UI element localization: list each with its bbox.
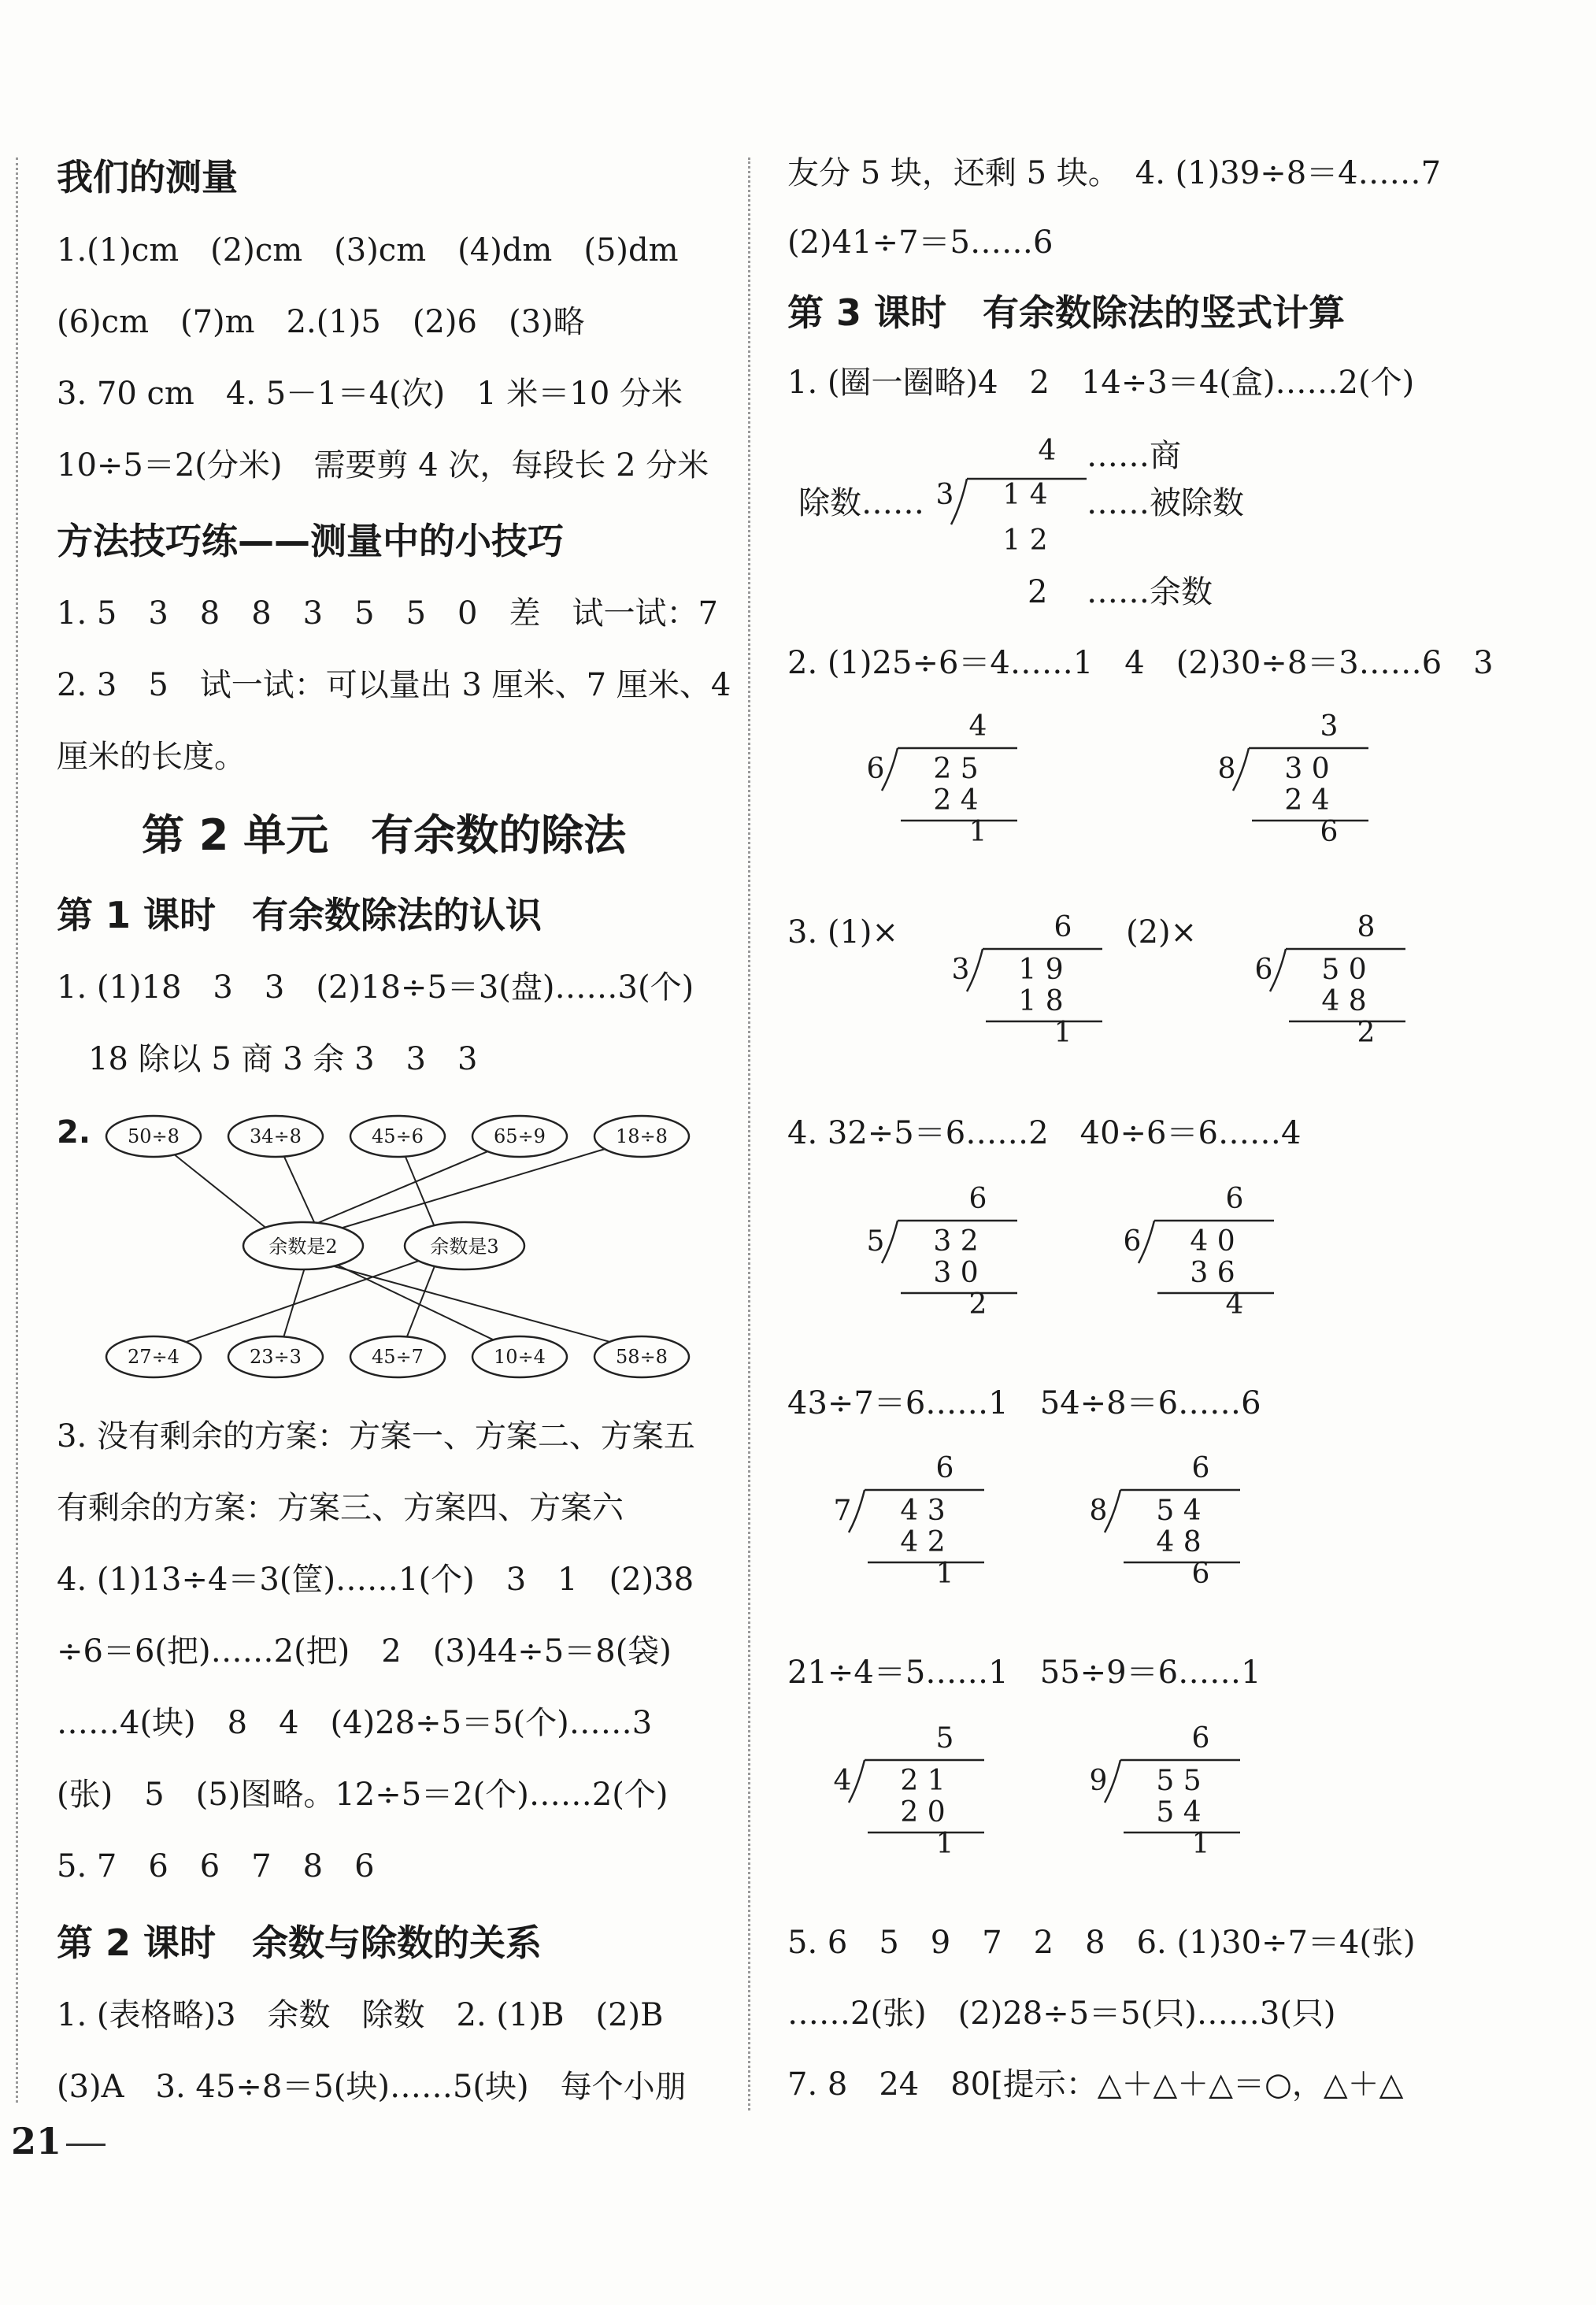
remainder-matching-diagram	[98, 1106, 705, 1390]
division-dividend: 1 9	[1018, 954, 1064, 986]
division-product: 1 8	[1018, 985, 1064, 1017]
division-product: 1 2	[1002, 524, 1048, 557]
labelled-long-division	[929, 432, 1094, 565]
match-line	[311, 1260, 642, 1351]
division-dividend: 3 2	[933, 1225, 979, 1258]
lesson1-answer-2-number: 2.	[57, 1114, 91, 1151]
division-quotient: 8	[1357, 911, 1376, 943]
division-quotient: 3	[1320, 710, 1339, 743]
lesson3-answer-3-part1: 3. (1)×	[787, 914, 899, 951]
division-quotient: 6	[1225, 1183, 1244, 1215]
lesson1-answer-4d: (张) 5 (5)图略。12÷5＝2(个)……2(个)	[57, 1777, 668, 1813]
division-divisor: 4	[833, 1765, 852, 1797]
division-quotient: 5	[935, 1722, 954, 1755]
lesson1-answer-1b: 18 除以 5 商 3 余 3 3 3	[88, 1041, 478, 1077]
measure-answer-line-2: (6)cm (7)m 2.(1)5 (2)6 (3)略	[57, 304, 585, 340]
lesson3-answer-1: 1. (圈一圈略)4 2 14÷3＝4(盒)……2(个)	[787, 365, 1415, 401]
lesson3-answer-3-part2: (2)×	[1126, 914, 1198, 951]
measure-answer-line-1: 1.(1)cm (2)cm (3)cm (4)dm (5)dm	[57, 232, 679, 269]
lesson2-answer-continued-2: (2)41÷7＝5……6	[787, 224, 1054, 261]
top-expression: 34÷8	[250, 1125, 302, 1147]
measure-answer-line-4: 10÷5＝2(分米) 需要剪 4 次，每段长 2 分米	[57, 447, 709, 484]
match-line	[327, 1260, 516, 1351]
long-division	[1083, 1451, 1248, 1584]
division-product: 5 4	[1156, 1796, 1202, 1829]
division-divisor: 9	[1089, 1765, 1108, 1797]
method-answer-line-3: 厘米的长度。	[57, 739, 246, 775]
division-product: 2 0	[900, 1796, 946, 1829]
division-dividend: 5 5	[1156, 1765, 1202, 1797]
division-remainder: 1	[968, 816, 987, 843]
division-product: 3 0	[933, 1257, 979, 1289]
division-quotient: 6	[935, 1452, 954, 1484]
lesson3-answer-5-6: 5. 6 5 9 7 2 8 6. (1)30÷7＝4(张)	[787, 1925, 1416, 1961]
remainder-label: ……余数	[1087, 574, 1213, 610]
top-expression: 45÷6	[372, 1125, 424, 1147]
long-division	[827, 1721, 992, 1855]
lesson3-answer-7: 7. 8 24 80[提示：△＋△＋△＝○，△＋△	[787, 2066, 1404, 2103]
division-divisor: 6	[1123, 1225, 1142, 1258]
lesson1-answer-4c: ……4(块) 8 4 (4)28÷5＝5(个)……3	[57, 1705, 653, 1741]
division-dividend: 5 0	[1321, 954, 1367, 986]
division-quotient: 6	[968, 1183, 987, 1215]
division-divisor: 5	[866, 1225, 885, 1258]
division-remainder: 2	[968, 1288, 987, 1315]
long-division	[1211, 709, 1376, 843]
lesson-1-heading: 第 1 课时 有余数除法的认识	[57, 894, 542, 936]
bottom-expression: 58÷8	[616, 1346, 668, 1368]
page-number-dash	[66, 2144, 106, 2146]
division-product: 4 8	[1156, 1526, 1202, 1558]
division-remainder: 6	[1320, 816, 1339, 843]
long-division	[1116, 1181, 1282, 1315]
division-quotient: 6	[1054, 911, 1072, 943]
division-product: 2 4	[1284, 784, 1330, 817]
division-remainder: 1	[1054, 1017, 1072, 1043]
bottom-expression: 27÷4	[128, 1346, 180, 1368]
lesson1-answer-4a: 4. (1)13÷4＝3(筐)……1(个) 3 1 (2)38	[57, 1562, 694, 1598]
method-answer-line-1: 1. 5 3 8 8 3 5 5 0 差 试一试：7	[57, 595, 718, 632]
division-dividend: 5 4	[1156, 1495, 1202, 1527]
division-divisor: 6	[866, 753, 885, 785]
long-division	[860, 1181, 1025, 1315]
page-number: 21	[11, 2120, 62, 2162]
division-product: 4 8	[1321, 985, 1367, 1017]
lesson1-answer-3a: 3. 没有剩余的方案：方案一、方案二、方案五	[57, 1418, 695, 1455]
division-quotient: 6	[1191, 1722, 1210, 1755]
division-remainder: 1	[935, 1558, 954, 1584]
section-heading-method: 方法技巧练——测量中的小技巧	[57, 520, 564, 562]
division-quotient: 4	[968, 710, 987, 743]
lesson2-answer-continued-1: 友分 5 块，还剩 5 块。 4. (1)39÷8＝4……7	[787, 155, 1442, 191]
long-division	[1083, 1721, 1248, 1855]
division-remainder: 1	[935, 1828, 954, 1855]
division-divisor: 3	[951, 954, 970, 986]
lesson2-answer-2: (3)A 3. 45÷8＝5(块)……5(块) 每个小朋	[57, 2069, 687, 2105]
lesson2-answer-1: 1. (表格略)3 余数 除数 2. (1)B (2)B	[57, 1997, 664, 2033]
division-product: 3 6	[1190, 1257, 1235, 1289]
division-dividend: 3 0	[1284, 753, 1330, 785]
left-column-rule	[16, 157, 18, 2103]
division-dividend: 2 1	[900, 1765, 946, 1797]
division-remainder: 2	[1357, 1017, 1376, 1043]
method-answer-line-2: 2. 3 5 试一试：可以量出 3 厘米、7 厘米、4	[57, 667, 731, 703]
divisor-label: 除数……	[798, 485, 924, 521]
division-divisor: 8	[1217, 753, 1236, 785]
division-remainder: 2	[1028, 574, 1048, 610]
lesson-2-heading: 第 2 课时 余数与除数的关系	[57, 1921, 542, 1964]
top-expression: 18÷8	[616, 1125, 668, 1147]
bottom-expression: 45÷7	[372, 1346, 424, 1368]
bottom-expression: 23÷3	[250, 1346, 302, 1368]
quotient-label: ……商	[1087, 438, 1181, 474]
division-quotient: 6	[1191, 1452, 1210, 1484]
division-divisor: 3	[935, 479, 954, 511]
lesson3-answer-4: 4. 32÷5＝6……2 40÷6＝6……4	[787, 1115, 1302, 1151]
top-expression: 50÷8	[128, 1125, 180, 1147]
division-divisor: 7	[833, 1495, 852, 1527]
remainder-label: 余数是2	[268, 1236, 338, 1258]
long-division	[1248, 910, 1413, 1043]
division-remainder: 4	[1225, 1288, 1244, 1315]
lesson1-answer-1a: 1. (1)18 3 3 (2)18÷5＝3(盘)……3(个)	[57, 969, 694, 1006]
remainder-label: 余数是3	[430, 1236, 499, 1258]
division-dividend: 4 3	[900, 1495, 946, 1527]
division-quotient: 4	[1038, 435, 1057, 467]
lesson3-answer-4b: 43÷7＝6……1 54÷8＝6……6	[787, 1385, 1261, 1421]
division-divisor: 6	[1254, 954, 1273, 986]
bottom-expression: 10÷4	[494, 1346, 546, 1368]
division-remainder: 1	[1191, 1828, 1210, 1855]
long-division	[860, 709, 1025, 843]
division-remainder: 6	[1191, 1558, 1210, 1584]
division-divisor: 8	[1089, 1495, 1108, 1527]
lesson1-answer-5: 5. 7 6 6 7 8 6	[57, 1848, 375, 1884]
division-dividend: 1 4	[1002, 479, 1048, 511]
division-dividend: 4 0	[1190, 1225, 1235, 1258]
lesson1-answer-3b: 有剩余的方案：方案三、方案四、方案六	[57, 1490, 624, 1526]
lesson3-answer-2: 2. (1)25÷6＝4……1 4 (2)30÷8＝3……6 3	[787, 645, 1494, 681]
top-expression: 65÷9	[494, 1125, 546, 1147]
long-division	[945, 910, 1110, 1043]
division-product: 2 4	[933, 784, 979, 817]
lesson3-answer-4c: 21÷4＝5……1 55÷9＝6……1	[787, 1655, 1261, 1691]
dividend-label: ……被除数	[1087, 485, 1244, 521]
long-division	[827, 1451, 992, 1584]
division-product: 4 2	[900, 1526, 946, 1558]
section-heading-measurement: 我们的测量	[57, 156, 238, 198]
lesson1-answer-4b: ÷6＝6(把)……2(把) 2 (3)44÷5＝8(袋)	[57, 1633, 672, 1669]
center-column-rule	[748, 157, 750, 2110]
unit-title: 第 2 单元 有余数的除法	[142, 810, 627, 860]
measure-answer-line-3: 3. 70 cm 4. 5－1＝4(次) 1 米＝10 分米	[57, 376, 683, 412]
lesson3-answer-6-continued: ……2(张) (2)28÷5＝5(只)……3(只)	[787, 1996, 1336, 2032]
division-dividend: 2 5	[933, 753, 979, 785]
lesson-3-heading: 第 3 课时 有余数除法的竖式计算	[787, 291, 1346, 334]
